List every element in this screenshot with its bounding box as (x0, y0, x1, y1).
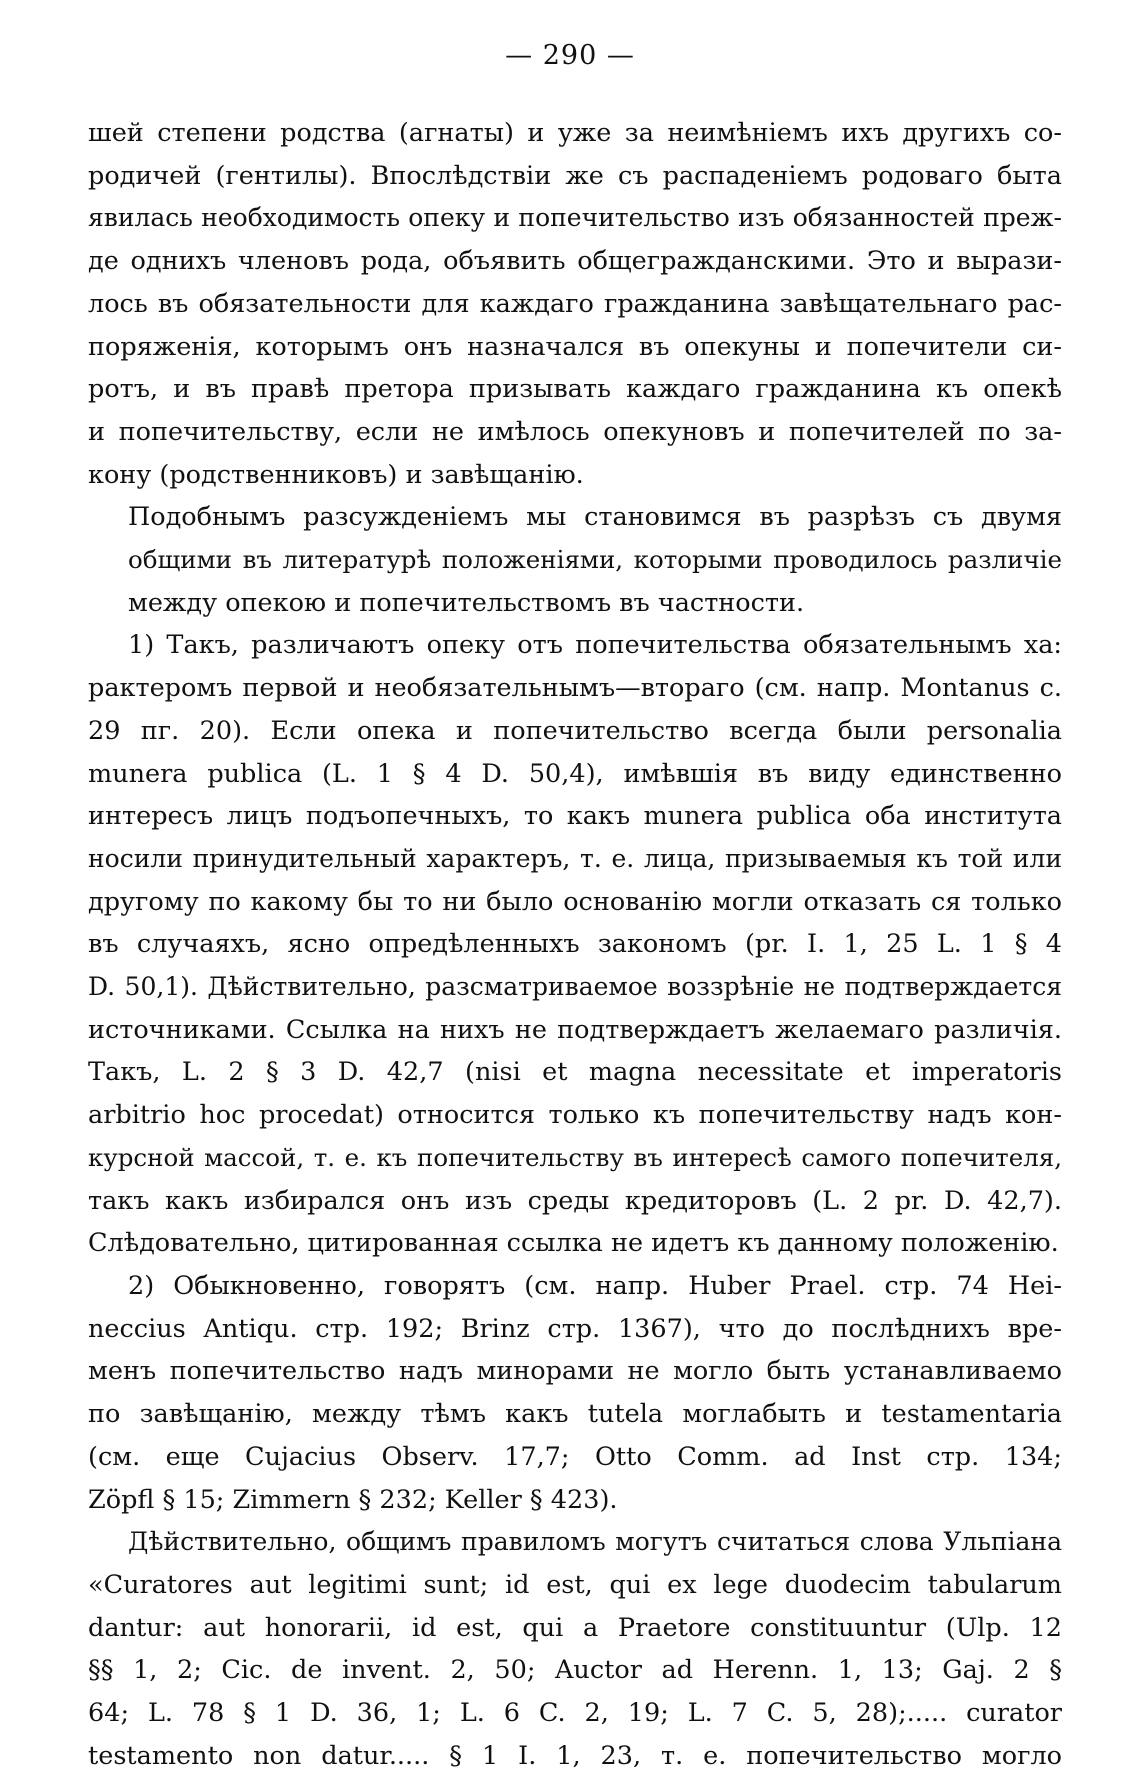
text-line: кону (родственниковъ) и завѣщанію. (88, 459, 584, 490)
text-line: между опекою и попечительствомъ въ частности. (128, 587, 805, 618)
text-line: источниками. Ссылка на нихъ не подтверждаетъ желаемаго различія. (88, 1014, 1062, 1045)
text-line: 2) Обыкновенно, говорятъ (см. напр. Huber Prael. стр. 74 Hei- (128, 1270, 1062, 1301)
text-line: въ случаяхъ, ясно опредѣленныхъ закономъ (pr. I. 1, 25 L. 1 § 4 (88, 929, 1062, 960)
text-line: родичей (гентилы). Впослѣдствіи же съ распаденіемъ родоваго быта (88, 160, 1062, 191)
text-line: Zöpfl § 15; Zimmern § 232; Keller § 423). (88, 1484, 618, 1515)
text-line: явилась необходимость опеку и попечительство изъ обязанностей преж- (88, 203, 1062, 233)
text-line: и попечительству, если не имѣлось опекуновъ и попечителей по за- (88, 416, 1062, 447)
text-line: другому по какому бы то ни было основанію могли отказать ся только (88, 886, 1062, 917)
text-line: D. 50,1). Дѣйствительно, разсматриваемое воззрѣніе не подтверждается (88, 972, 1062, 1002)
text-line: 64; L. 78 § 1 D. 36, 1; L. 6 C. 2, 19; L. 7 C. 5, 28);..... curator (88, 1698, 1062, 1729)
text-line: де однихъ членовъ рода, объявить общегражданскими. Это и вырази- (88, 246, 1062, 277)
paragraph-2 (88, 496, 1062, 624)
text-line: munera publica (L. 1 § 4 D. 50,4), имѣвшія въ виду единственно (88, 758, 1062, 789)
text-line: arbitrio hoc procedat) относится только къ попечительству надъ кон- (88, 1100, 1062, 1131)
page-number: — 290 — (505, 40, 635, 71)
text-line: testamento non datur..... § 1 I. 1, 23, т. е. попечительство могло (88, 1740, 1062, 1771)
text-line: Такъ, L. 2 § 3 D. 42,7 (nisi et magna necessitate et imperatoris (88, 1057, 1062, 1088)
text-line: ротъ, и въ правѣ претора призывать каждаго гражданина къ опекѣ (88, 374, 1062, 405)
text-line: dantur: aut honorarii, id est, qui a Praetore constituuntur (Ulp. 12 (88, 1612, 1062, 1643)
paragraph-1 (88, 112, 1062, 496)
text-line: «Curatores aut legitimi sunt; id est, qui ex lege duodecim tabularum (88, 1569, 1062, 1600)
text-line: лось въ обязательности для каждаго гражданина завѣщательнаго рас- (88, 288, 1062, 319)
text-line: такъ какъ избирался онъ изъ среды кредиторовъ (L. 2 pr. D. 42,7). (88, 1185, 1062, 1216)
text-line: neccius Antiqu. стр. 192; Brinz стр. 1367), что до послѣднихъ вре- (88, 1313, 1062, 1344)
text-line: по завѣщанію, между тѣмъ какъ tutela моглабыть и testamentaria (88, 1399, 1062, 1430)
body-text (88, 112, 1062, 1777)
text-line: носили принудительный характеръ, т. е. лица, призываемыя къ той или (88, 843, 1062, 873)
text-line: менъ попечительство надъ минорами не могло быть устанавливаемо (88, 1356, 1062, 1387)
text-line: шей степени родства (агнаты) и уже за неимѣніемъ ихъ другихъ со- (88, 118, 1062, 148)
text-line: курсной массой, т. е. къ попечительству въ интересѣ самого попечителя, (88, 1142, 1062, 1172)
paragraph-5 (88, 1521, 1062, 1777)
text-line: общими въ литературѣ положеніями, которыми проводилось различіе (128, 545, 1062, 575)
paragraph-3 (88, 624, 1062, 1265)
text-line: Дѣйствительно, общимъ правиломъ могутъ считаться слова Ульпіана (128, 1527, 1062, 1557)
text-line: (см. еще Cujacius Observ. 17,7; Otto Comm. ad Inst стр. 134; (88, 1441, 1062, 1472)
text-line: Подобнымъ разсужденіемъ мы становимся въ разрѣзъ съ двумя (128, 502, 1062, 533)
text-line: поряженія, которымъ онъ назначался въ опекуны и попечители си- (88, 331, 1062, 362)
text-line: рактеромъ первой и необязательнымъ—втораго (см. напр. Montanus с. (88, 673, 1062, 704)
text-line: Слѣдовательно, цитированная ссылка не идетъ къ данному положенію. (88, 1228, 1059, 1259)
text-line: 29 пг. 20). Если опека и попечительство всегда были personalia (88, 715, 1062, 746)
paragraph-4 (88, 1265, 1062, 1521)
text-line: §§ 1, 2; Cic. de invent. 2, 50; Auctor ad Herenn. 1, 13; Gaj. 2 § (88, 1655, 1062, 1686)
text-line: 1) Такъ, различаютъ опеку отъ попечительства обязательнымъ ха: (128, 630, 1062, 661)
text-line: интересъ лицъ подъопечныхъ, то какъ munera publica оба института (88, 801, 1062, 832)
